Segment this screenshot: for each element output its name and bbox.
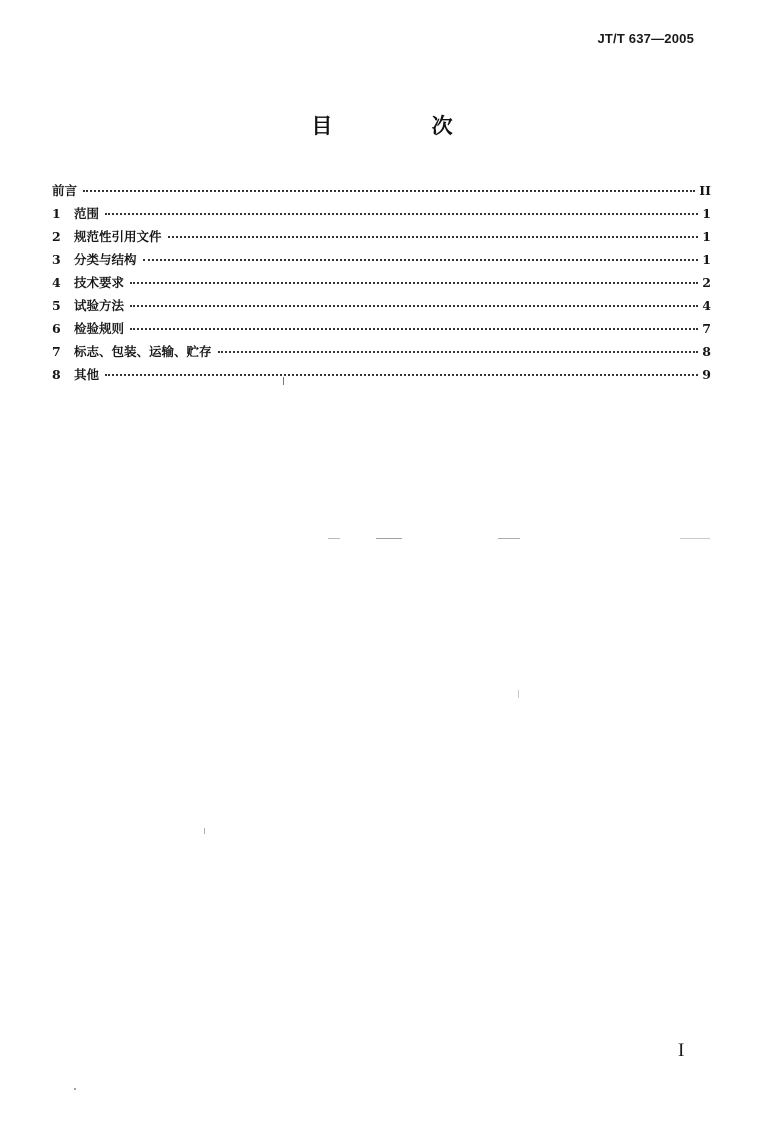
toc-entry-number: 4 <box>52 275 61 290</box>
toc-entry-page: 4 <box>702 298 711 313</box>
dot-leader <box>218 351 699 353</box>
scan-artifact <box>328 538 340 539</box>
dot-leader <box>130 305 698 307</box>
scan-artifact <box>498 538 520 539</box>
page-number: I <box>678 1040 685 1061</box>
toc-entry-label: 前言 <box>52 183 78 198</box>
toc-entry-foreword <box>52 181 711 204</box>
toc-entry-label: 其他 <box>74 367 100 382</box>
scan-artifact <box>376 538 402 539</box>
toc-entry-page: 7 <box>702 321 711 336</box>
toc-entry-number: 1 <box>52 206 61 221</box>
toc-entry-number: 5 <box>52 298 61 313</box>
toc-entry-test-methods <box>52 296 711 319</box>
dot-leader <box>130 282 698 284</box>
toc-entry-page: II <box>699 183 711 198</box>
toc-title: 目 次 <box>311 114 499 138</box>
toc-entry-page: 8 <box>702 344 711 359</box>
toc-entry-number: 3 <box>52 252 61 267</box>
scan-artifact <box>204 828 205 834</box>
toc-entry-inspection-rules <box>52 319 711 342</box>
toc-entry-number: 2 <box>52 229 61 244</box>
scan-artifact <box>283 377 284 385</box>
toc-entry-page: 1 <box>702 229 711 244</box>
toc-entry-label: 标志、包装、运输、贮存 <box>74 344 212 359</box>
toc-entry-page: 2 <box>702 275 711 290</box>
toc-entry-label: 范围 <box>74 206 100 221</box>
toc-entry-page: 1 <box>702 206 711 221</box>
dot-leader <box>105 213 698 215</box>
toc-entry-page: 9 <box>702 367 711 382</box>
toc-entry-others <box>52 365 711 388</box>
scan-artifact <box>74 1088 76 1090</box>
toc-entry-label: 试验方法 <box>74 298 125 313</box>
dot-leader <box>83 190 695 192</box>
toc-entry-page: 1 <box>702 252 711 267</box>
toc-entry-scope <box>52 204 711 227</box>
toc-entry-technical-requirements <box>52 273 711 296</box>
scan-artifact <box>680 538 710 539</box>
toc-entry-label: 规范性引用文件 <box>74 229 162 244</box>
toc-entry-label: 技术要求 <box>74 275 125 290</box>
toc-entry-label: 检验规则 <box>74 321 125 336</box>
toc-entry-number: 7 <box>52 344 61 359</box>
table-of-contents <box>52 181 711 388</box>
dot-leader <box>143 259 699 261</box>
scan-artifact <box>518 690 519 698</box>
dot-leader <box>168 236 699 238</box>
toc-entry-marking-packaging <box>52 342 711 365</box>
toc-entry-number: 6 <box>52 321 61 336</box>
toc-entry-normative-references <box>52 227 711 250</box>
dot-leader <box>130 328 698 330</box>
toc-entry-classification <box>52 250 711 273</box>
toc-entry-label: 分类与结构 <box>74 252 137 267</box>
toc-entry-number: 8 <box>52 367 61 382</box>
dot-leader <box>105 374 698 376</box>
document-code: JT/T 637—2005 <box>597 31 694 46</box>
